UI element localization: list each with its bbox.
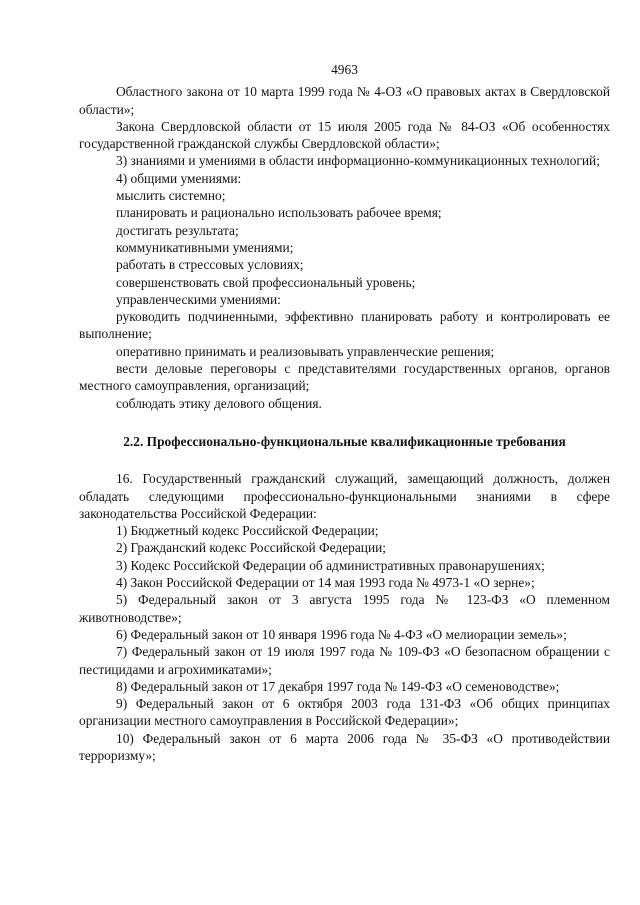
- list-item: 7) Федеральный закон от 19 июля 1997 года № 109-ФЗ «О безопасном обращении с пестицидами и агрохимикатами»;: [79, 644, 610, 677]
- page-number: 4963: [331, 62, 358, 77]
- section-heading: 2.2. Профессионально-функциональные квалификационные требования: [123, 433, 566, 449]
- paragraph: 4) общими умениями:: [116, 170, 242, 186]
- paragraph: управленческими умениями:: [116, 291, 281, 307]
- paragraph: Закона Свердловской области от 15 июля 2005 года № 84-ОЗ «Об особенностях государственной гражданской службы Свердловской области»;: [79, 118, 610, 152]
- paragraph: планировать и рационально использовать рабочее время;: [116, 205, 442, 221]
- paragraph: работать в стрессовых условиях;: [116, 257, 304, 273]
- list-item: 6) Федеральный закон от 10 января 1996 года № 4-ФЗ «О мелиорации земель»;: [116, 626, 567, 642]
- list-item: 8) Федеральный закон от 17 декабря 1997 года № 149-ФЗ «О семеноводстве»;: [116, 678, 560, 694]
- paragraph: совершенствовать свой профессиональный уровень;: [116, 274, 416, 290]
- list-item: 9) Федеральный закон от 6 октября 2003 года 131-ФЗ «Об общих принципах организации местного самоуправления в Российской Федерации»;: [79, 696, 610, 729]
- list-item: 4) Закон Российской Федерации от 14 мая 1993 года № 4973-1 «О зерне»;: [116, 575, 535, 591]
- legislation-list: [79, 470, 610, 764]
- paragraph: соблюдать этику делового общения.: [116, 395, 322, 411]
- list-item: 3) Кодекс Российской Федерации об административных правонарушениях;: [116, 557, 545, 573]
- list-item: 2) Гражданский кодекс Российской Федерации;: [116, 540, 386, 556]
- paragraph: достигать результата;: [116, 222, 239, 238]
- paragraph: Областного закона от 10 марта 1999 года № 4-ОЗ «О правовых актах в Свердловской области»;: [79, 84, 610, 117]
- document-page: [79, 61, 610, 764]
- list-item: 1) Бюджетный кодекс Российской Федерации;: [116, 523, 379, 539]
- list-item: 5) Федеральный закон от 3 августа 1995 года № 123-ФЗ «О племенном животноводстве»;: [79, 592, 610, 625]
- paragraph: руководить подчиненными, эффективно планировать работу и контролировать ее выполнение;: [79, 309, 610, 342]
- paragraph: 3) знаниями и умениями в области информационно-коммуникационных технологий;: [116, 153, 600, 169]
- paragraph: мыслить системно;: [116, 188, 226, 204]
- paragraph: коммуникативными умениями;: [116, 239, 294, 255]
- list-item: 10) Федеральный закон от 6 марта 2006 года № 35-ФЗ «О противодействии терроризму»;: [79, 730, 610, 763]
- paragraph: вести деловые переговоры с представителями государственных органов, органов местного самоуправления, организаций;: [79, 361, 610, 394]
- paragraph: 16. Государственный гражданский служащий, замещающий должность, должен обладать следующими профессионально-функциональными знаниями в сфере законодательства Российской Федерации:: [79, 471, 610, 521]
- requirements-list-continued: [79, 83, 610, 412]
- paragraph: оперативно принимать и реализовывать управленческие решения;: [116, 343, 495, 359]
